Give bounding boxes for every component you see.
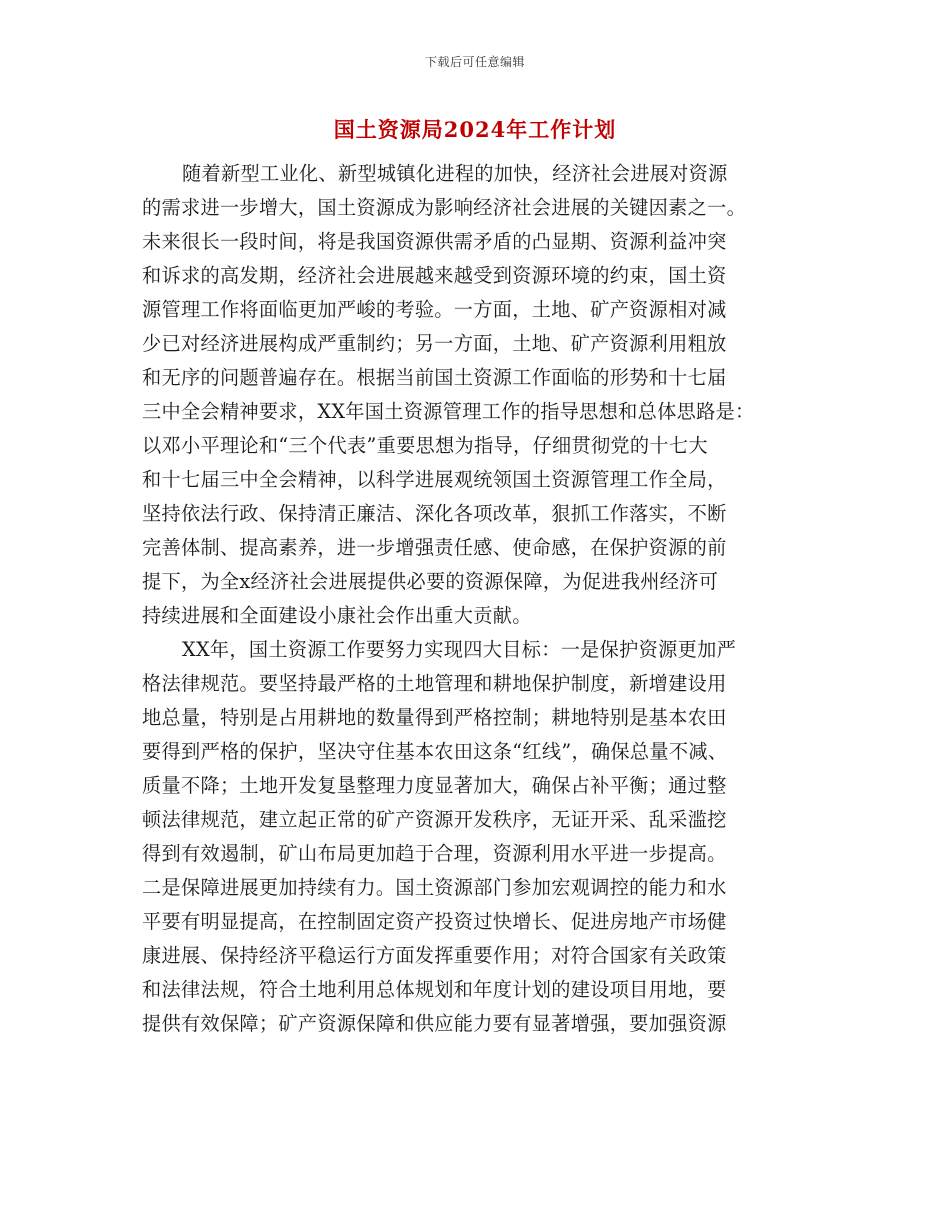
text-line: 和十七届三中全会精神，以科学进展观统领国土资源管理工作全局， — [142, 468, 727, 491]
text-line: 和诉求的高发期，经济社会进展越来越受到资源环境的约束，国土资 — [142, 264, 727, 287]
text-line: 二是保障进展更加持续有力。国土资源部门参加宏观调控的能力和水 — [142, 876, 727, 899]
text-line: 地总量，特别是占用耕地的数量得到严格控制；耕地特别是基本农田 — [142, 706, 727, 729]
text-line: 康进展、保持经济平稳运行方面发挥重要作用；对符合国家有关政策 — [142, 944, 727, 967]
text-line: 要得到严格的保护，坚决守住基本农田这条“红线”，确保总量不减、 — [142, 740, 728, 763]
text-line: 和无序的问题普遍存在。根据当前国土资源工作面临的形势和十七届 — [142, 366, 727, 389]
text-line: 未来很长一段时间，将是我国资源供需矛盾的凸显期、资源利益冲突 — [142, 230, 727, 253]
document-body — [142, 157, 810, 1041]
text-line: 得到有效遏制，矿山布局更加趋于合理，资源利用水平进一步提高。 — [142, 842, 727, 865]
text-line: 的需求进一步增大，国土资源成为影响经济社会进展的关键因素之一。 — [142, 196, 747, 219]
text-line: 持续进展和全面建设小康社会作出重大贡献。 — [142, 604, 532, 627]
text-line: 格法律规范。要坚持最严格的土地管理和耕地保护制度，新增建设用 — [142, 672, 727, 695]
text-line: 坚持依法行政、保持清正廉洁、深化各项改革，狠抓工作落实，不断 — [142, 502, 727, 525]
page-header-note: 下载后可任意编辑 — [424, 55, 525, 69]
text-line: 质量不降；土地开发复垦整理力度显著加大，确保占补平衡；通过整 — [142, 774, 727, 797]
text-line: 提供有效保障；矿产资源保障和供应能力要有显著增强，要加强资源 — [142, 1012, 727, 1035]
document-title: 国土资源局2024年工作计划 — [333, 117, 617, 142]
text-line: 提下，为全x经济社会进展提供必要的资源保障，为促进我州经济可 — [142, 570, 719, 593]
text-line: 随着新型工业化、新型城镇化进程的加快，经济社会进展对资源 — [182, 162, 728, 185]
text-line: 以邓小平理论和“三个代表”重要思想为指导，仔细贯彻党的十七大 — [142, 434, 708, 457]
text-line: 和法律法规，符合土地利用总体规划和年度计划的建设项目用地，要 — [142, 978, 727, 1001]
text-line: 三中全会精神要求，XX年国土资源管理工作的指导思想和总体思路是： — [142, 400, 755, 423]
text-line: 顿法律规范，建立起正常的矿产资源开发秩序，无证开采、乱采滥挖 — [142, 808, 727, 831]
text-line: XX年，国土资源工作要努力实现四大目标：一是保护资源更加严 — [182, 638, 737, 661]
paragraph-2 — [142, 633, 810, 1041]
text-line: 完善体制、提高素养，进一步增强责任感、使命感，在保护资源的前 — [142, 536, 727, 559]
text-line: 平要有明显提高，在控制固定资产投资过快增长、促进房地产市场健 — [142, 910, 727, 933]
paragraph-1 — [142, 157, 810, 633]
text-line: 源管理工作将面临更加严峻的考验。一方面，土地、矿产资源相对减 — [142, 298, 727, 321]
text-line: 少已对经济进展构成严重制约；另一方面，土地、矿产资源利用粗放 — [142, 332, 727, 355]
